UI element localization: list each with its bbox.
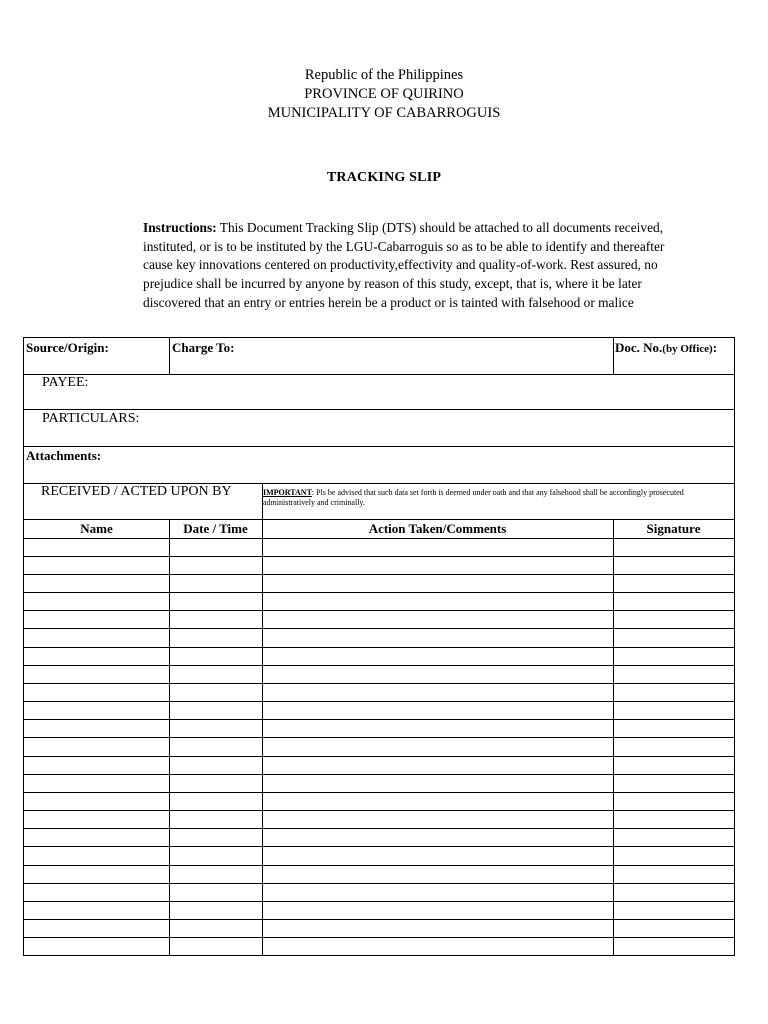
instructions-paragraph	[143, 219, 713, 313]
divider	[24, 519, 734, 520]
table-row-line	[24, 719, 734, 720]
attachments-label: Attachments:	[26, 448, 102, 463]
table-row-line	[24, 919, 734, 920]
instructions-line-5: discovered that an entry or entries herein be a product or is tainted with falsehood or malice	[143, 294, 634, 310]
instructions-line-4: prejudice shall be incurred by anyone by reason of this study, except, that is, where it be later	[143, 276, 642, 292]
column-header-signature: Signature	[646, 521, 701, 536]
table-row-line	[24, 628, 734, 629]
table-row-line	[24, 665, 734, 666]
table-row-line	[24, 574, 734, 575]
payee-label: PAYEE:	[42, 375, 89, 390]
instructions-label: Instructions:	[143, 220, 217, 235]
divider	[613, 338, 614, 374]
instructions-line-3: cause key innovations centered on productivity,effectivity and quality-of-work. Rest assured, no	[143, 257, 658, 273]
table-row-line	[24, 865, 734, 866]
header-province: PROVINCE OF QUIRINO	[304, 86, 464, 102]
important-text: : Pls be advised that such data set forth is deemed under oath and that any falsehood shall be accordingly prosecuted administratively and criminally.	[263, 488, 684, 507]
table-row-line	[24, 901, 734, 902]
table-row-line	[24, 556, 734, 557]
source-origin-label: Source/Origin:	[26, 340, 109, 355]
divider	[24, 374, 734, 375]
column-header-action: Action Taken/Comments	[368, 521, 507, 536]
table-row-line	[24, 610, 734, 611]
page-title: TRACKING SLIP	[326, 170, 442, 185]
table-row-line	[24, 828, 734, 829]
table-row-line	[24, 883, 734, 884]
divider	[24, 409, 734, 410]
table-row-line	[24, 810, 734, 811]
header-municipality: MUNICIPALITY OF CABARROGUIS	[267, 105, 501, 121]
table-row-line	[24, 647, 734, 648]
important-label: IMPORTANT	[263, 488, 312, 497]
table-row-line	[24, 937, 734, 938]
table-row-line	[24, 701, 734, 702]
table-row-line	[24, 592, 734, 593]
instructions-line-1: This Document Tracking Slip (DTS) should be attached to all documents received,	[219, 220, 664, 235]
table-row-line	[24, 846, 734, 847]
tracking-form	[23, 337, 735, 956]
document-header	[0, 66, 768, 123]
table-row-line	[24, 737, 734, 738]
column-header-date-time: Date / Time	[183, 521, 248, 536]
table-row-line	[24, 774, 734, 775]
important-notice	[263, 488, 733, 507]
table-row-line	[24, 756, 734, 757]
divider	[24, 446, 734, 447]
divider	[24, 538, 734, 539]
charge-to-label: Charge To:	[172, 340, 235, 355]
instructions-line-2: instituted, or is to be instituted by the LGU-Cabarroguis so as to be able to identify and thereafter	[143, 238, 665, 254]
received-acted-label: RECEIVED / ACTED UPON BY	[41, 484, 232, 499]
particulars-label: PARTICULARS:	[42, 411, 140, 426]
column-header-name: Name	[80, 521, 113, 536]
doc-no-label: Doc. No.(by Office):	[615, 340, 718, 355]
divider	[169, 338, 170, 374]
table-row-line	[24, 683, 734, 684]
header-republic: Republic of the Philippines	[304, 67, 464, 83]
table-row-line	[24, 792, 734, 793]
